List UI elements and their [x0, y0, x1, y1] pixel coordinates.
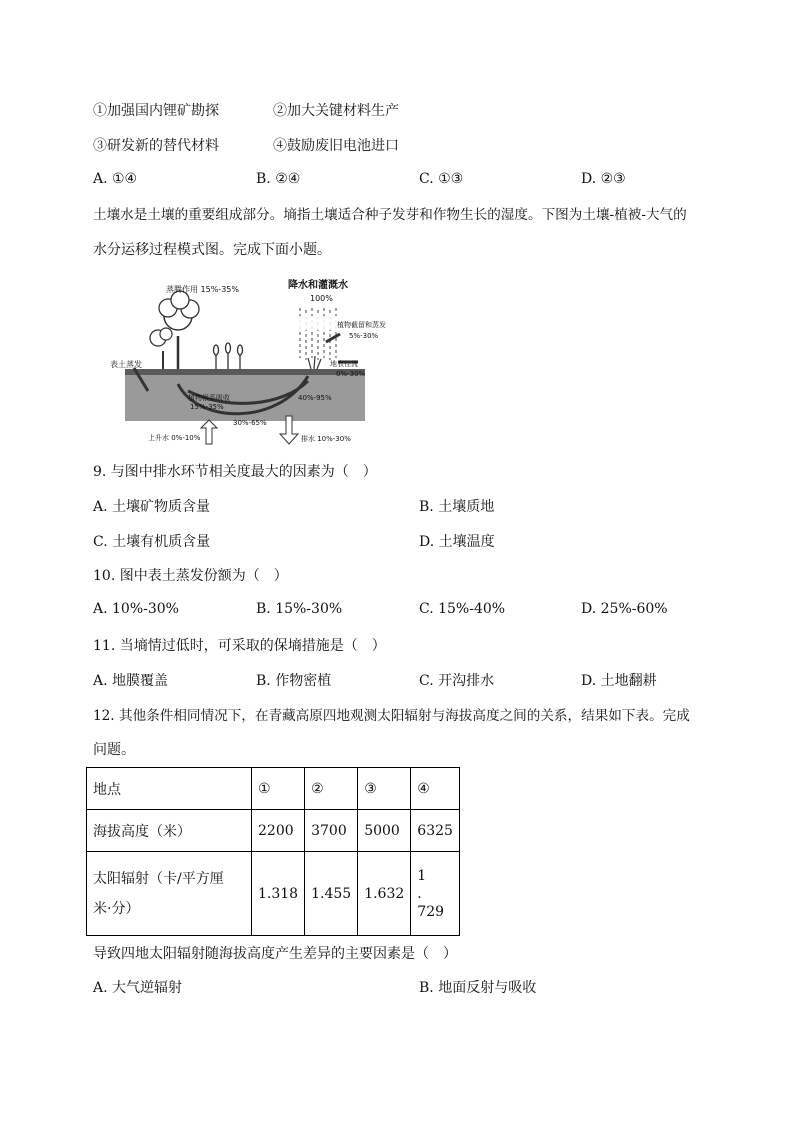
- cell-altitude-4: 6325: [411, 810, 460, 852]
- cell-radiation-4-c: 729: [417, 903, 445, 920]
- cell-radiation-4: [411, 852, 460, 936]
- cell-radiation-4-b: .: [417, 885, 422, 902]
- label-infil-pct: 40%-95%: [298, 394, 332, 402]
- q10-choice-c: C. 15%-40%: [419, 601, 506, 617]
- cell-radiation-4-a: 1: [417, 867, 427, 884]
- choice-a: A. ①④: [93, 171, 138, 187]
- passage-line-2: 水分运移过程模式图。完成下面小题。: [93, 242, 331, 258]
- water-cycle-diagram: [108, 276, 386, 446]
- grass-icon: [308, 356, 321, 369]
- label-root: 植物根系吸收: [188, 394, 230, 402]
- q12-stem-line-2: 问题。: [93, 742, 135, 758]
- table-header-2: ②: [305, 768, 358, 810]
- label-runoff: 地表径流: [330, 360, 358, 368]
- q11-choice-c: C. 开沟排水: [419, 673, 495, 689]
- row-label-radiation-b: 米·分）: [93, 900, 140, 917]
- label-transpiration: 蒸腾作用 15%-35%: [166, 285, 239, 294]
- cell-altitude-3: 5000: [358, 810, 411, 852]
- label-surface-evap: 表土蒸发: [110, 360, 142, 369]
- q11-choice-b: B. 作物密植: [256, 673, 332, 689]
- q10-choice-d: D. 25%-60%: [581, 601, 668, 617]
- table-row: [87, 810, 460, 852]
- table-header-1: ①: [252, 768, 305, 810]
- q12-choice-b: B. 地面反射与吸收: [419, 980, 537, 996]
- intercept-arrow: [326, 334, 340, 342]
- q11-stem: 11. 当墒情过低时，可采取的保墒措施是（ ）: [93, 638, 386, 654]
- passage-line-1: 土壤水是土壤的重要组成部分。墒指土壤适合种子发芽和作物生长的湿度。下图为土壤-植被-大气的: [93, 207, 687, 223]
- row-label-altitude: 海拔高度（米）: [87, 810, 252, 852]
- q12-choice-a: A. 大气逆辐射: [93, 980, 183, 996]
- option-2: ②加大关键材料生产: [273, 103, 399, 119]
- q9-choice-b: B. 土壤质地: [419, 499, 495, 515]
- water-cycle-figure: [108, 276, 386, 446]
- label-drain: 排水 10%-30%: [301, 435, 351, 443]
- label-runoff-pct: 0%-30%: [336, 370, 366, 378]
- label-intercept-pct: 5%-30%: [349, 332, 379, 340]
- table-header-4: ④: [411, 768, 460, 810]
- row-label-radiation-a: 太阳辐射（卡/平方厘: [93, 870, 224, 887]
- q12-stem-line-1: 12. 其他条件相同情况下，在青藏高原四地观测太阳辐射与海拔高度之间的关系，结果如下表。完成: [93, 708, 690, 724]
- label-intercept: 植物截留和蒸发: [337, 321, 386, 329]
- q9-choice-c: C. 土壤有机质含量: [93, 534, 211, 550]
- choice-d: D. ②③: [581, 171, 626, 187]
- rain-icon: [300, 308, 336, 360]
- cell-radiation-1: 1.318: [252, 852, 305, 936]
- q9-stem: 9. 与图中排水环节相关度最大的因素为（ ）: [93, 464, 377, 480]
- q12-question: 导致四地太阳辐射随海拔高度产生差异的主要因素是（ ）: [93, 946, 457, 962]
- q11-choice-a: A. 地膜覆盖: [93, 673, 169, 689]
- rise-arrow: [201, 420, 217, 444]
- label-precip: 降水和灌溉水: [288, 280, 348, 291]
- label-precip-pct: 100%: [310, 294, 333, 303]
- table-header-row: [87, 768, 460, 810]
- option-3: ③研发新的替代材料: [93, 138, 219, 154]
- tree-icon: [150, 291, 199, 369]
- altitude-radiation-table: [86, 767, 460, 936]
- table-row: [87, 852, 460, 936]
- cell-altitude-2: 3700: [305, 810, 358, 852]
- cell-radiation-2: 1.455: [305, 852, 358, 936]
- q10-choice-b: B. 15%-30%: [256, 601, 343, 617]
- cell-altitude-1: 2200: [252, 810, 305, 852]
- q10-choice-a: A. 10%-30%: [93, 601, 179, 617]
- option-1: ①加强国内锂矿勘探: [93, 103, 219, 119]
- cell-radiation-3: 1.632: [358, 852, 411, 936]
- choice-c: C. ①③: [419, 171, 464, 187]
- table-header-3: ③: [358, 768, 411, 810]
- choice-b: B. ②④: [256, 171, 301, 187]
- q9-choice-d: D. 土壤温度: [419, 534, 495, 550]
- q10-stem: 10. 图中表土蒸发份额为（ ）: [93, 568, 288, 584]
- table-header-place: 地点: [87, 768, 252, 810]
- label-rise: 上升水 0%-10%: [148, 434, 201, 442]
- option-4: ④鼓励废旧电池进口: [273, 138, 399, 154]
- row-label-radiation: [87, 852, 252, 936]
- topsoil-band: [125, 369, 365, 375]
- q11-choice-d: D. 土地翻耕: [581, 673, 657, 689]
- q9-choice-a: A. 土壤矿物质含量: [93, 499, 211, 515]
- crop-icon: [214, 343, 243, 369]
- label-mid-pct: 30%-65%: [233, 419, 267, 427]
- label-root-pct: 15%-35%: [190, 403, 224, 411]
